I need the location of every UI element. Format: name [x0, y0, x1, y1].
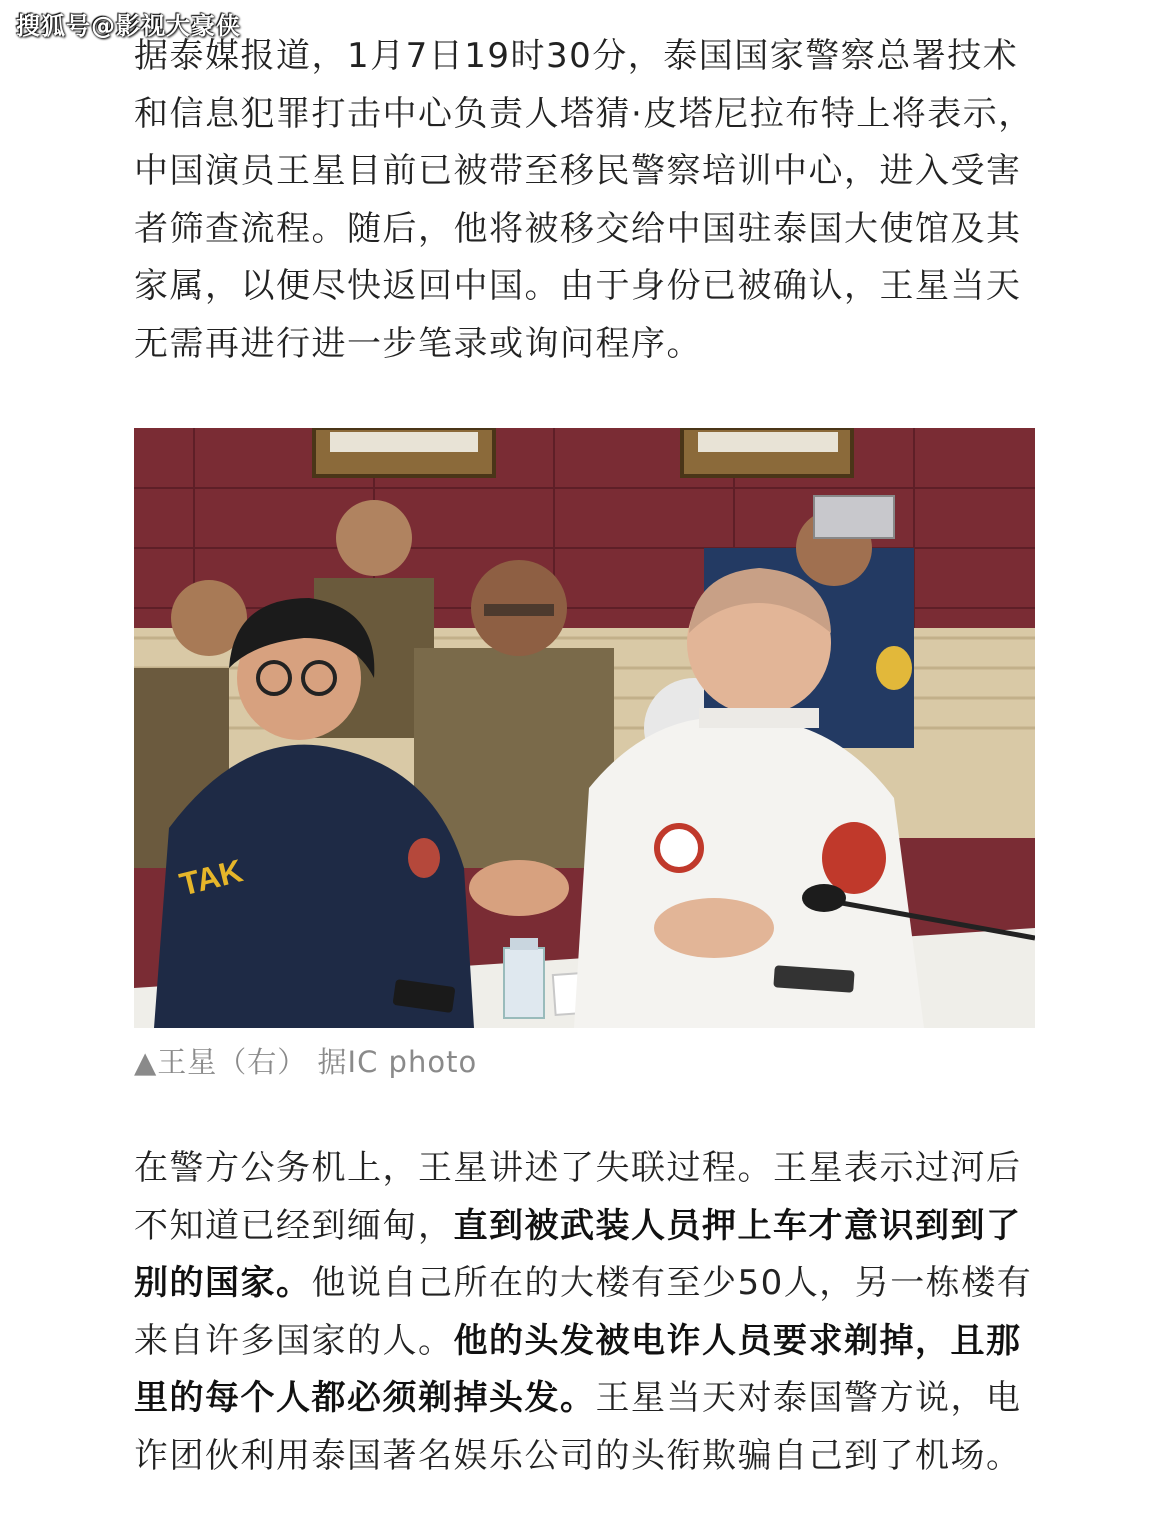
paragraph2-bold-1: 直到被武装人员押上车才意识到到了别的国家。	[134, 1205, 1022, 1303]
article-paragraph-2	[134, 1140, 1039, 1485]
jacket-label: TAK	[175, 852, 247, 903]
paragraph2-text-3: 王星当天对泰国警方说，电诈团伙利用泰国著名娱乐公司的头衔欺骗自己到了机场。	[134, 1378, 1022, 1476]
paragraph2-bold-2: 他的头发被电诈人员要求剃掉，且那里的每个人都必须剃掉头发。	[134, 1320, 1022, 1418]
photo-caption: ▲王星（右） 据IC photo	[134, 1045, 478, 1079]
paragraph2-text-1: 在警方公务机上，王星讲述了失联过程。王星表示过河后不知道已经到缅甸，	[134, 1148, 1022, 1246]
article-paragraph-1: 据泰媒报道，1月7日19时30分，泰国国家警察总署技术和信息犯罪打击中心负责人塔猜·皮塔尼拉布特上将表示，中国演员王星目前已被带至移民警察培训中心，进入受害者筛查流程。随后，他将被移交给中国驻泰国大使馆及其家属，以便尽快返回中国。由于身份已被确认，王星当天无需再进行进一步笔录或询问程序。	[134, 36, 1034, 364]
news-photo	[134, 428, 1035, 1028]
photo-illustration	[134, 428, 1035, 1028]
watermark: 搜狐号@影视大豪侠	[16, 12, 241, 40]
paragraph2-text-2: 他说自己所在的大楼有至少50人，另一栋楼有来自许多国家的人。	[134, 1263, 1033, 1361]
